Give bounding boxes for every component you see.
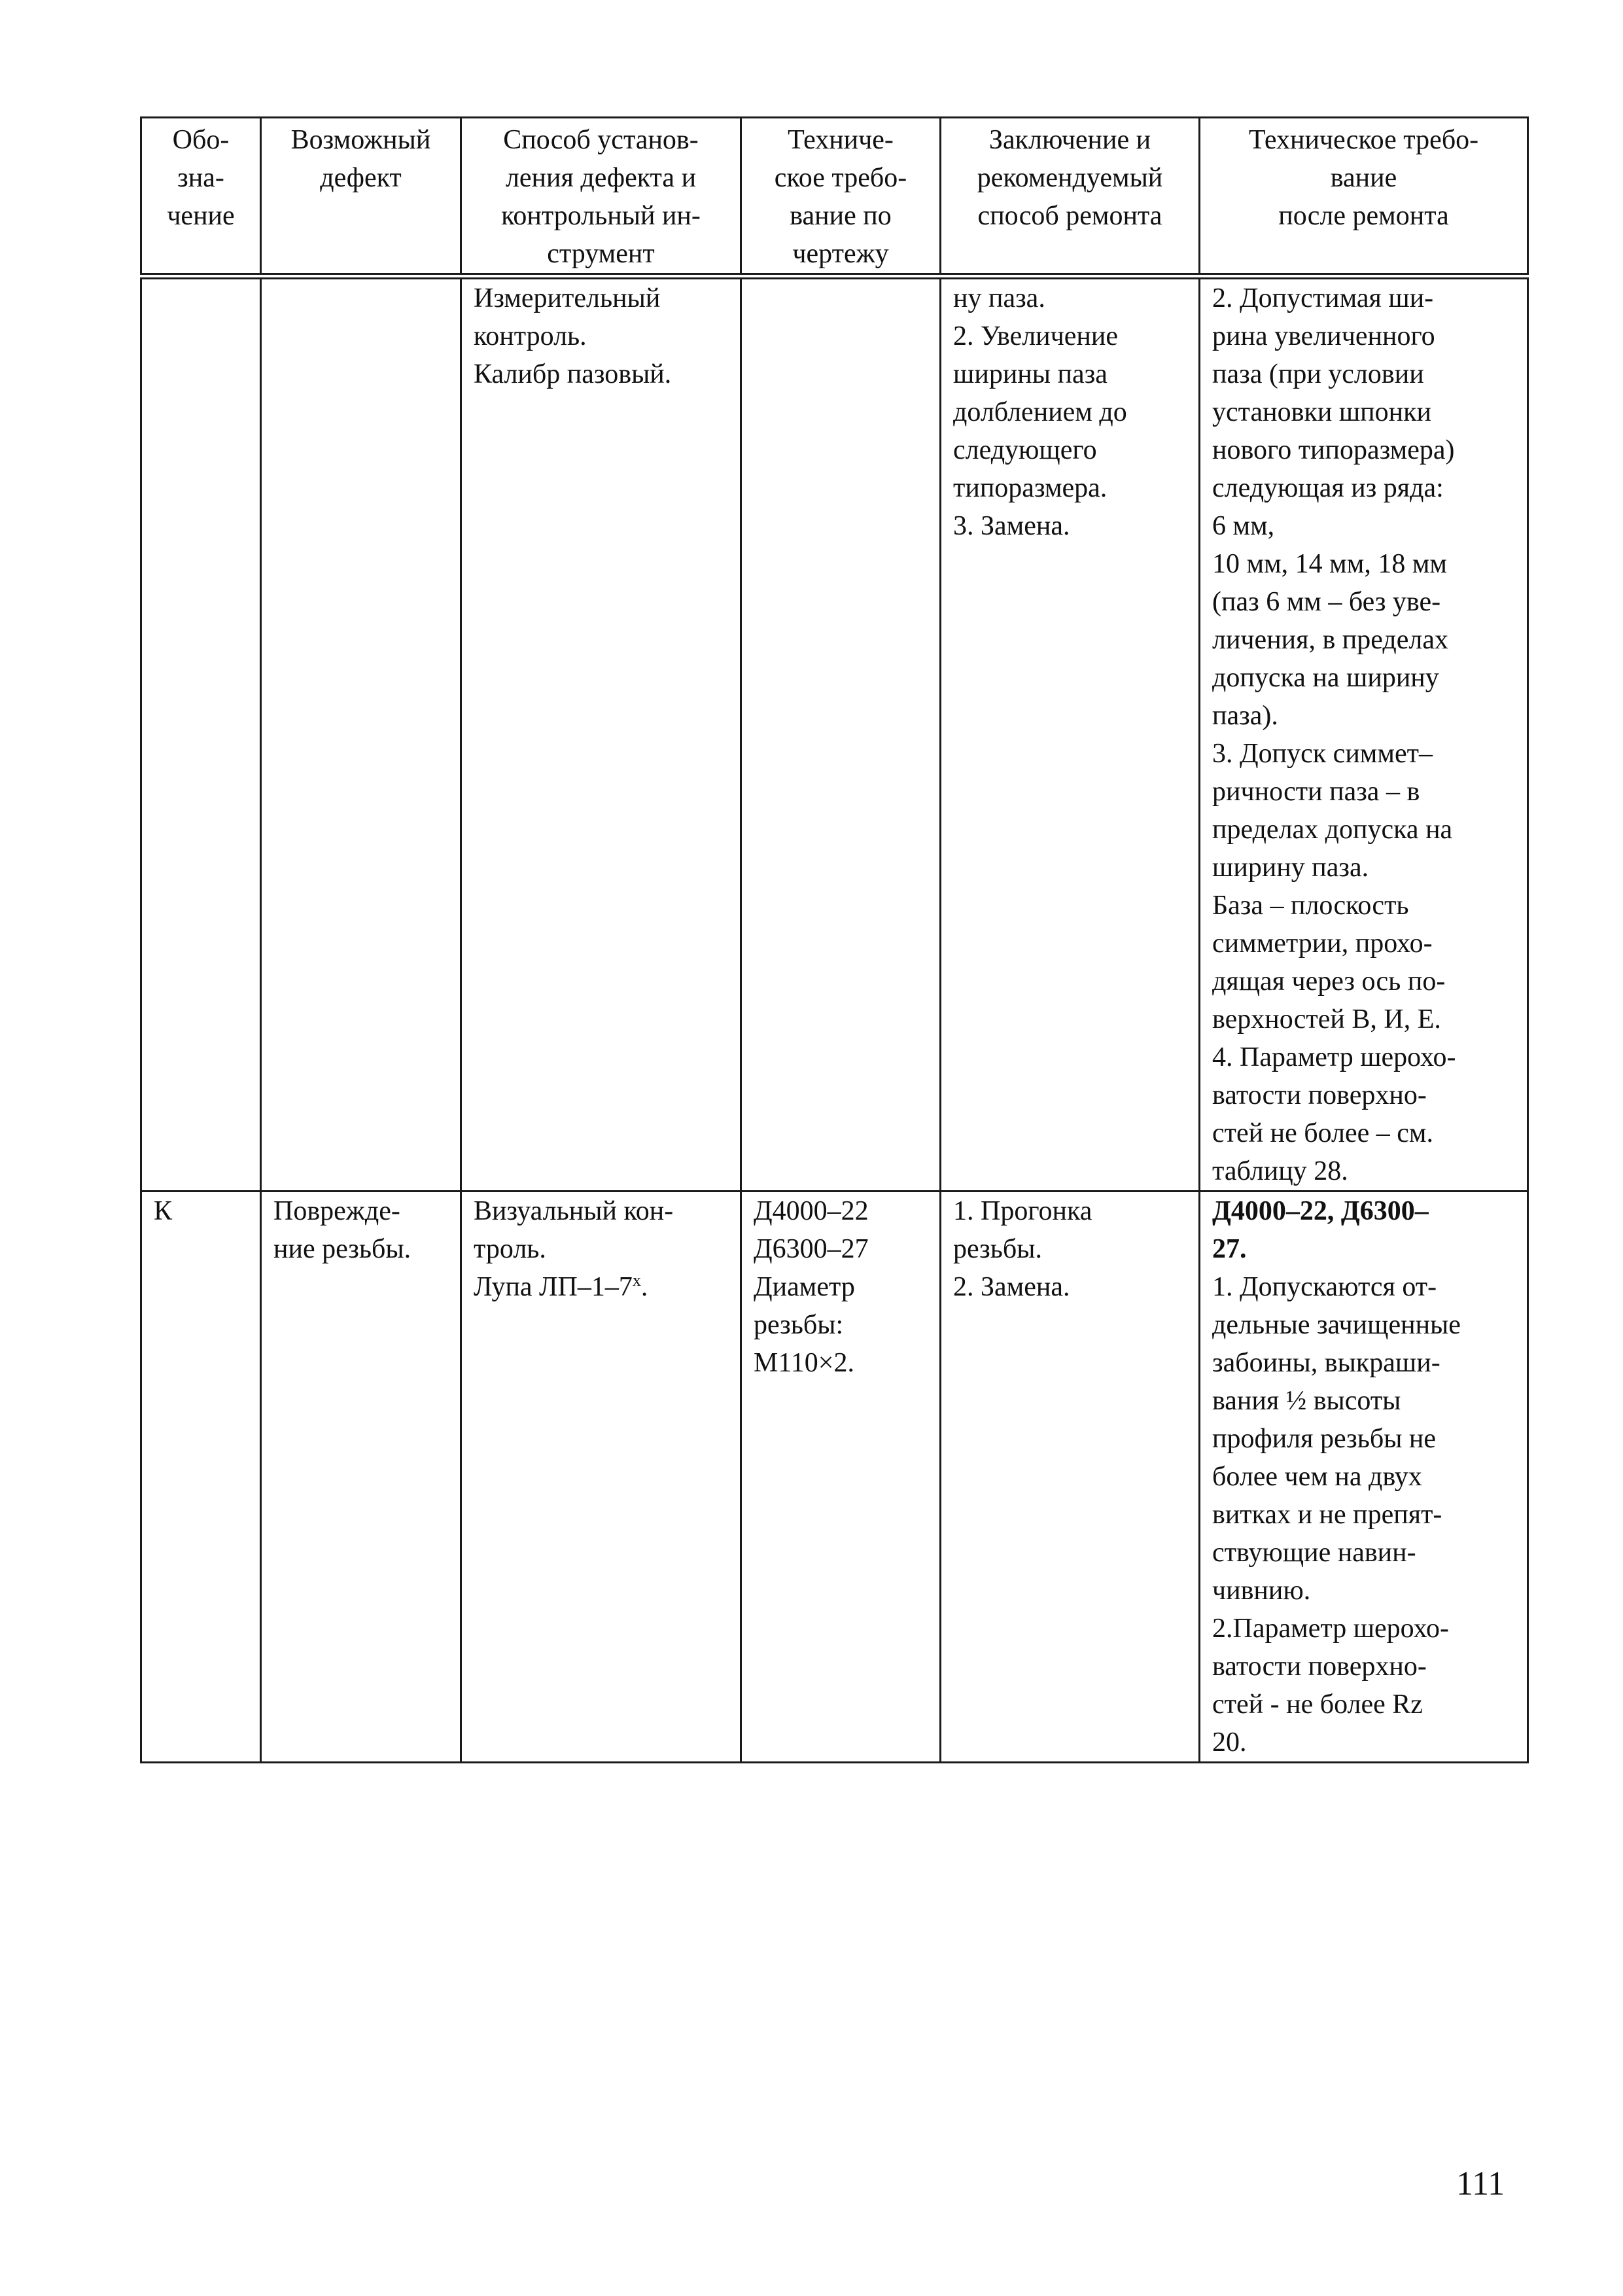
text-line: витках и не препят-	[1212, 1500, 1442, 1530]
header-line: вание по	[790, 201, 892, 231]
text-line: забоины, выкраши-	[1212, 1348, 1440, 1378]
cell-defect	[261, 276, 461, 1192]
text-line: личения, в пределах	[1212, 625, 1448, 655]
header-line: зна-	[177, 163, 224, 193]
text-line: 6 мм,	[1212, 511, 1275, 541]
header-defect	[261, 118, 461, 277]
lupa-period: .	[640, 1272, 648, 1302]
header-line: Заключение и	[988, 125, 1151, 155]
text-line: (паз 6 мм – без уве-	[1212, 587, 1441, 617]
header-line: рекомендуемый	[977, 163, 1163, 193]
header-method	[461, 118, 741, 277]
header-line: ское требо-	[774, 163, 907, 193]
text-line: допуска на ширину	[1212, 663, 1439, 693]
cell-method	[461, 1192, 741, 1763]
cell-designation	[141, 276, 261, 1192]
text-line: стей - не более Rz	[1212, 1689, 1423, 1720]
text-line: Измерительный	[474, 283, 661, 313]
header-line: чение	[167, 201, 235, 231]
text-line: 3. Допуск симмет–	[1212, 739, 1433, 769]
header-line: после ремонта	[1278, 201, 1449, 231]
cell-drawing-requirement	[741, 276, 941, 1192]
text-line: ватости поверхно-	[1212, 1651, 1427, 1682]
text-line: ширину паза.	[1212, 853, 1369, 883]
text-line: ричности паза – в	[1212, 777, 1420, 807]
bold-text-line: Д4000–22, Д6300–	[1212, 1196, 1429, 1226]
text-line: контроль.	[474, 321, 587, 351]
text-line: К	[154, 1196, 173, 1226]
text-line: ватости поверхно-	[1212, 1080, 1427, 1110]
text-line: чивнию.	[1212, 1576, 1311, 1606]
text-line: таблицу 28.	[1212, 1156, 1348, 1186]
table-header-row	[141, 118, 1528, 277]
lupa-text: Лупа ЛП–1–7	[474, 1272, 633, 1302]
cell-after-repair	[1200, 276, 1528, 1192]
text-line: Визуальный кон-	[474, 1196, 674, 1226]
header-line: чертежу	[792, 239, 889, 269]
text-line: 2. Увеличение	[953, 321, 1119, 351]
defect-table	[140, 116, 1529, 1763]
header-line: Обо-	[172, 125, 230, 155]
header-line: ления дефекта и	[505, 163, 697, 193]
header-line: способ ремонта	[977, 201, 1162, 231]
text-line: 2. Допустимая ши-	[1212, 283, 1434, 313]
text-line: паза (при условии	[1212, 359, 1424, 389]
text-line: паза).	[1212, 701, 1278, 731]
header-line: Способ установ-	[503, 125, 699, 155]
text-line: более чем на двух	[1212, 1462, 1422, 1492]
cell-designation	[141, 1192, 261, 1763]
header-conclusion	[941, 118, 1200, 277]
text-line: резьбы:	[754, 1310, 844, 1340]
cell-defect	[261, 1192, 461, 1763]
header-drawing-requirement	[741, 118, 941, 277]
cell-conclusion	[941, 276, 1200, 1192]
text-line: ну паза.	[953, 283, 1045, 313]
header-line: контрольный ин-	[501, 201, 701, 231]
text-line: дельные зачищенные	[1212, 1310, 1461, 1340]
text-line: ние резьбы.	[273, 1234, 411, 1264]
text-line: ширины паза	[953, 359, 1108, 389]
cell-method	[461, 276, 741, 1192]
bold-text-line: 27.	[1212, 1234, 1247, 1264]
text-line: Поврежде-	[273, 1196, 400, 1226]
page-number: 111	[1456, 2165, 1505, 2202]
text-line: 3. Замена.	[953, 511, 1070, 541]
text-line: пределах допуска на	[1212, 815, 1453, 845]
header-line: Техниче-	[788, 125, 894, 155]
text-line: симметрии, прохо-	[1212, 928, 1433, 959]
table-row	[141, 1192, 1528, 1763]
text-line: установки шпонки	[1212, 397, 1432, 427]
header-after-repair	[1200, 118, 1528, 277]
header-line: вание	[1330, 163, 1397, 193]
lupa-line	[474, 1268, 728, 1306]
header-line: Возможный	[290, 125, 431, 155]
text-line: рина увеличенного	[1212, 321, 1435, 351]
text-line: М110×2.	[754, 1348, 854, 1378]
text-line: 1. Допускаются от-	[1212, 1272, 1437, 1302]
cell-after-repair	[1200, 1192, 1528, 1763]
text-line: Диаметр	[754, 1272, 855, 1302]
text-line: База – плоскость	[1212, 891, 1409, 921]
text-line: 10 мм, 14 мм, 18 мм	[1212, 549, 1447, 579]
table-row	[141, 276, 1528, 1192]
text-line: 2.Параметр шерохо-	[1212, 1614, 1450, 1644]
cell-drawing-requirement	[741, 1192, 941, 1763]
header-line: струмент	[547, 239, 655, 269]
lupa-superscript: х	[632, 1271, 641, 1290]
text-line: дящая через ось по-	[1212, 966, 1446, 997]
text-line: 20.	[1212, 1727, 1247, 1757]
text-line: долблением до	[953, 397, 1127, 427]
text-line: следующая из ряда:	[1212, 473, 1444, 503]
text-line: Д4000–22	[754, 1196, 869, 1226]
text-line: стей не более – см.	[1212, 1118, 1434, 1148]
text-line: вания ½ высоты	[1212, 1386, 1401, 1416]
text-line: профиля резьбы не	[1212, 1424, 1437, 1454]
text-line: ствующие навин-	[1212, 1538, 1416, 1568]
text-line: резьбы.	[953, 1234, 1042, 1264]
text-line: верхностей В, И, Е.	[1212, 1004, 1441, 1034]
text-line: троль.	[474, 1234, 546, 1264]
text-line: типоразмера.	[953, 473, 1108, 503]
header-line: дефект	[320, 163, 402, 193]
text-line: Калибр пазовый.	[474, 359, 672, 389]
text-line: 4. Параметр шерохо-	[1212, 1042, 1456, 1072]
text-line: 1. Прогонка	[953, 1196, 1092, 1226]
text-line: нового типоразмера)	[1212, 435, 1455, 465]
cell-conclusion	[941, 1192, 1200, 1763]
text-line: Д6300–27	[754, 1234, 869, 1264]
text-line: следующего	[953, 435, 1097, 465]
header-line: Техническое требо-	[1248, 125, 1479, 155]
header-designation	[141, 118, 261, 277]
text-line: 2. Замена.	[953, 1272, 1070, 1302]
